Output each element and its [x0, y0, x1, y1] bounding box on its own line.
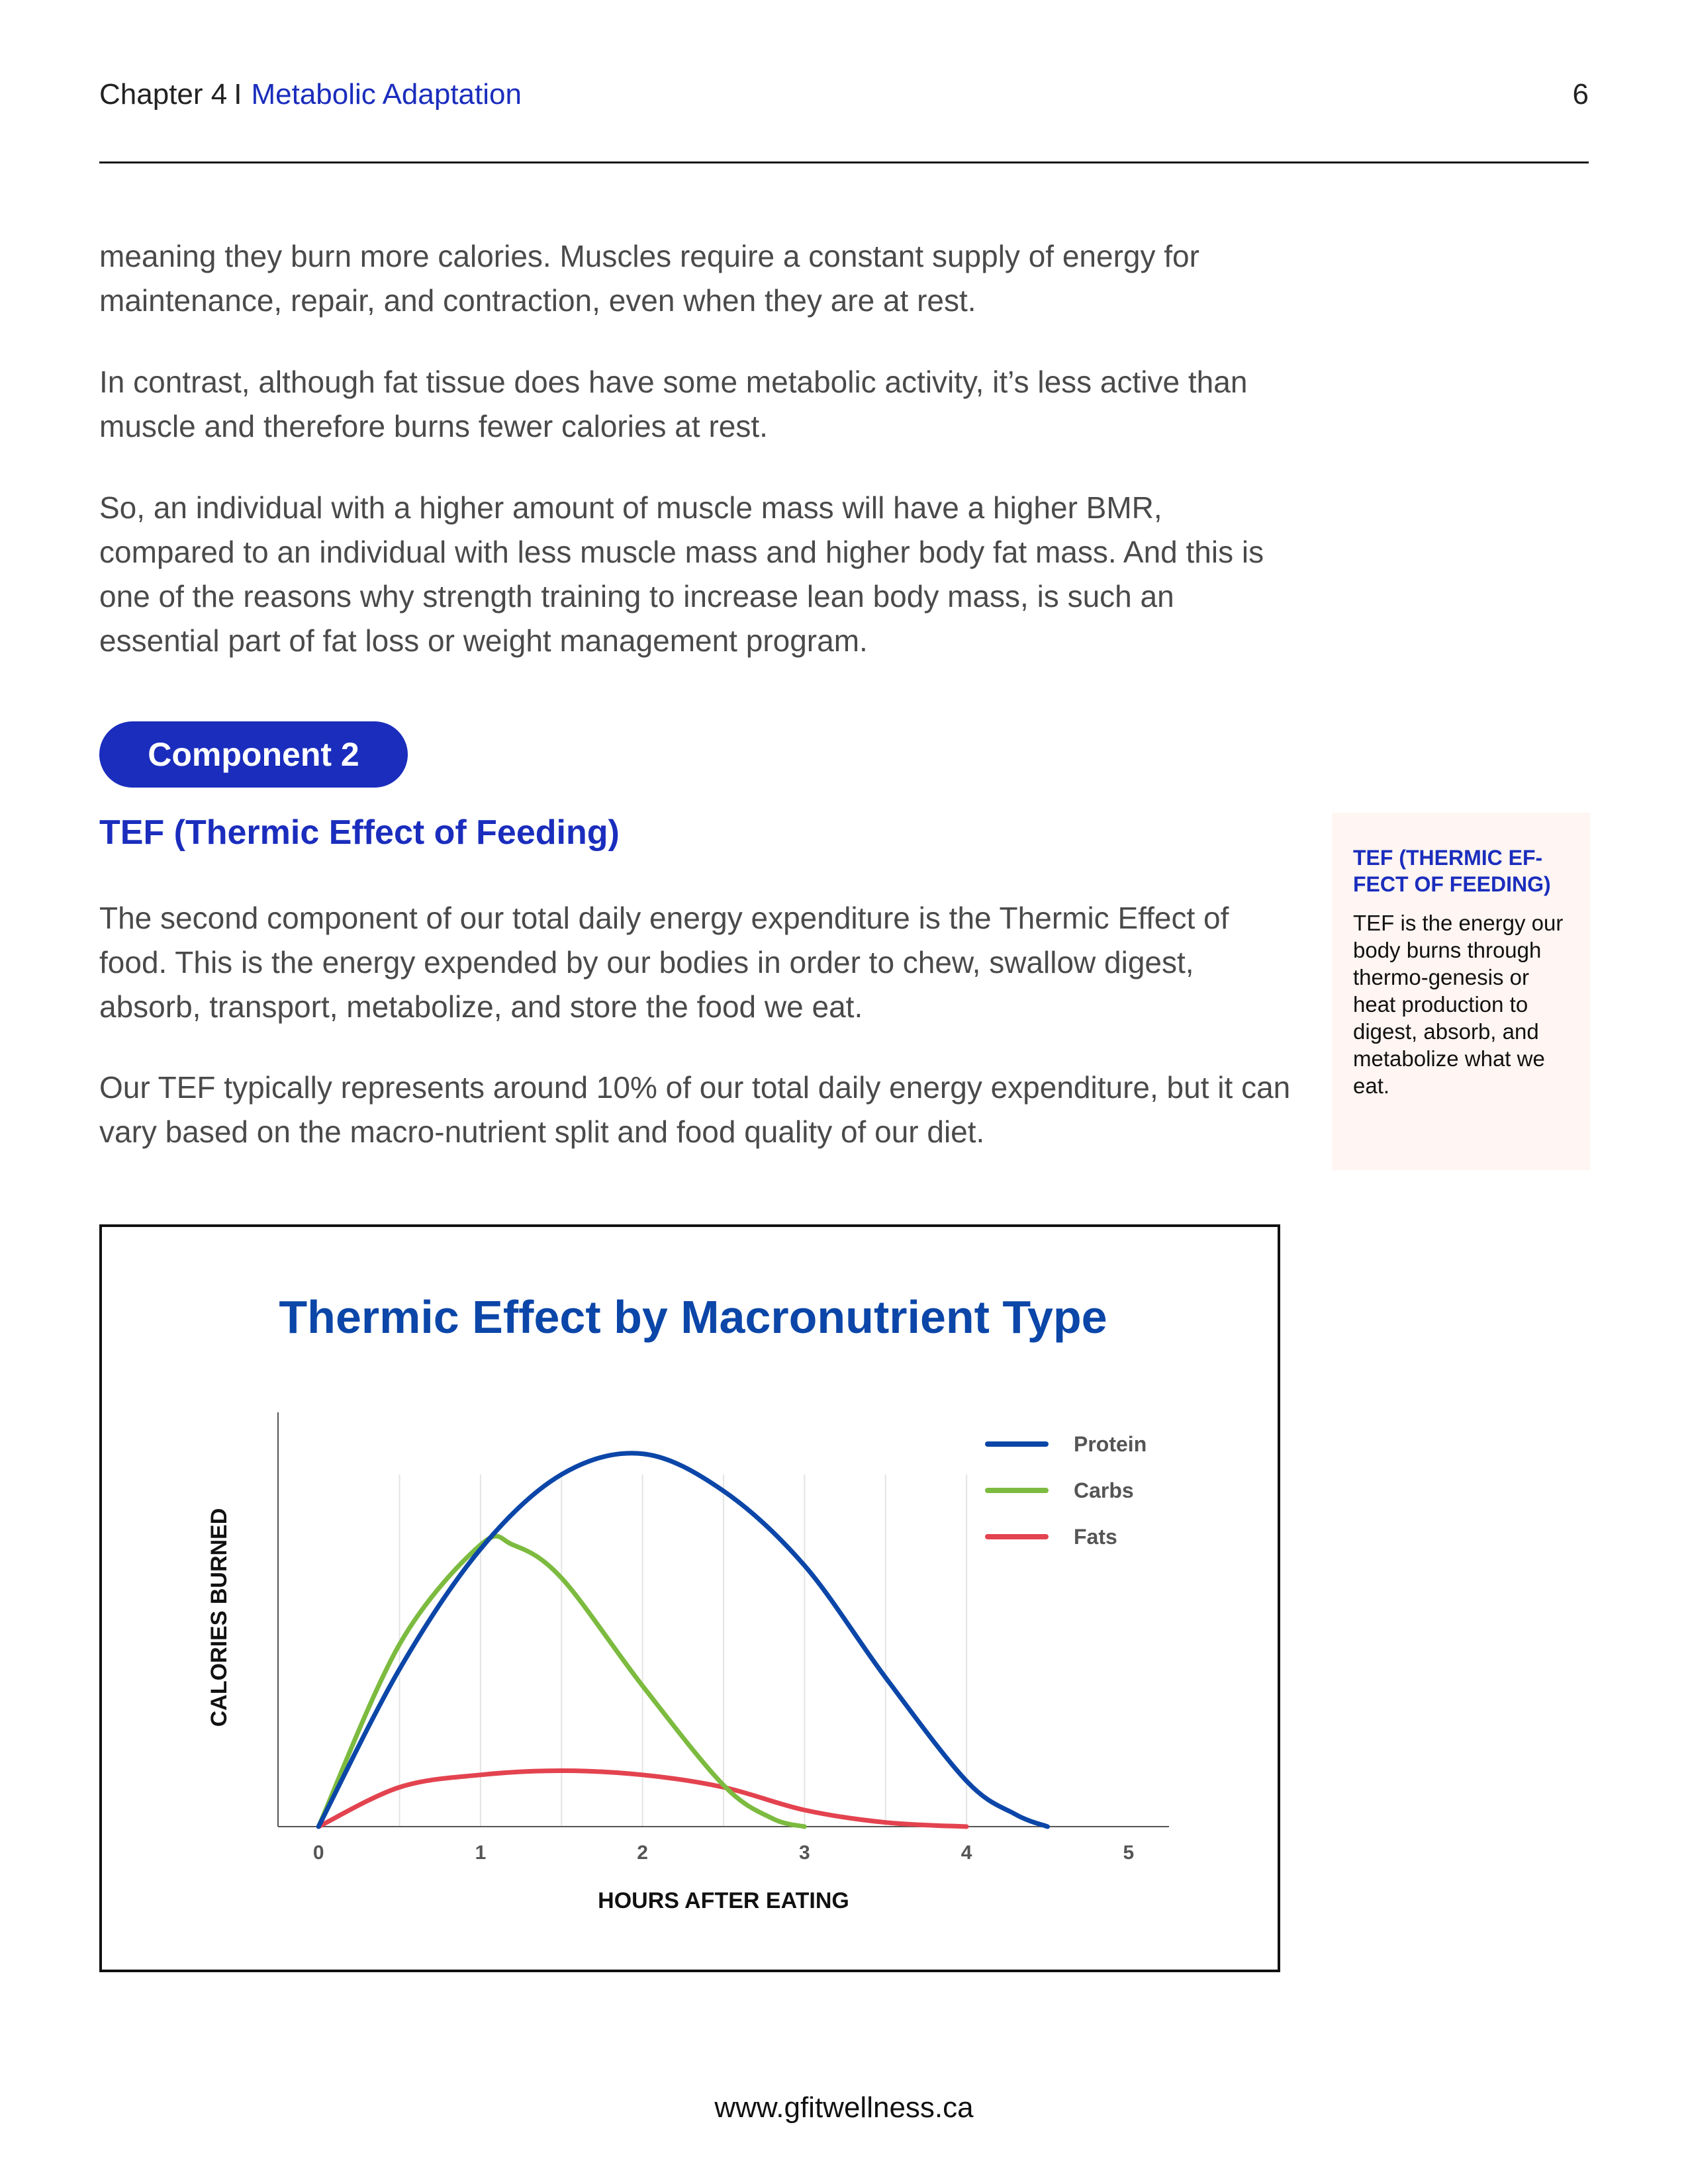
chapter-number: Chapter 4: [99, 78, 228, 111]
legend-label-protein: Protein: [1074, 1432, 1147, 1456]
x-tick-label: 0: [312, 1842, 324, 1864]
footer-url: www.gfitwellness.ca: [714, 2091, 974, 2124]
header-divider: [99, 161, 1589, 163]
x-tick-label: 1: [475, 1842, 487, 1864]
component-badge: Component 2: [99, 721, 408, 788]
chapter-label: [99, 78, 522, 111]
chart-frame: [99, 1224, 1280, 1972]
x-axis-label: HOURS AFTER EATING: [598, 1888, 849, 1913]
tef-paragraph-2: Our TEF typically represents around 10% of our total daily energy expenditure, but it can vary based on the macro-nutrient split and food quality of our diet.: [99, 1070, 1291, 1149]
definition-callout: [1332, 813, 1590, 1170]
paragraph-3: So, an individual with a higher amount of muscle mass will have a higher BMR, compared to an individual with less muscle mass and higher body fat mass. And this is one of the reasons why strength training to increase lean body mass, is such an essential part of fat loss or weight management program.: [99, 490, 1264, 658]
chart-title: Thermic Effect by Macronutrient Type: [279, 1291, 1107, 1343]
series-line-protein: [318, 1453, 1047, 1827]
callout-title: TEF (THERMIC EF-FECT OF FEEDING): [1353, 846, 1551, 896]
paragraph-1: meaning they burn more calories. Muscles require a constant supply of energy for maintenance, repair, and contraction, even when they are at rest.: [99, 239, 1199, 318]
chapter-title: Metabolic Adaptation: [251, 78, 522, 111]
legend-label-fats: Fats: [1074, 1525, 1117, 1549]
x-tick-label: 5: [1123, 1842, 1135, 1864]
page-header: [99, 78, 1589, 118]
header-separator: I: [234, 78, 242, 111]
x-tick-label: 4: [961, 1842, 972, 1864]
paragraph-2: In contrast, although fat tissue does have some metabolic activity, it’s less active than muscle and therefore burns fewer calories at rest.: [99, 365, 1248, 443]
tef-paragraph-1: The second component of our total daily energy expenditure is the Thermic Effect of food. This is the energy expended by our bodies in order to chew, swallow digest, absorb, transport, metabolize, and store the food we eat.: [99, 901, 1229, 1024]
legend-label-carbs: Carbs: [1074, 1479, 1134, 1502]
section-heading: TEF (Thermic Effect of Feeding): [99, 813, 620, 852]
page-number: 6: [1572, 78, 1589, 111]
x-tick-label: 3: [799, 1842, 810, 1864]
tef-line-chart: [102, 1227, 1278, 1970]
x-tick-label: 2: [637, 1842, 648, 1864]
callout-body: TEF is the energy our body burns through thermo-genesis or heat production to digest, absorb, and metabolize what we eat.: [1353, 911, 1564, 1098]
y-axis-label: CALORIES BURNED: [207, 1508, 232, 1727]
